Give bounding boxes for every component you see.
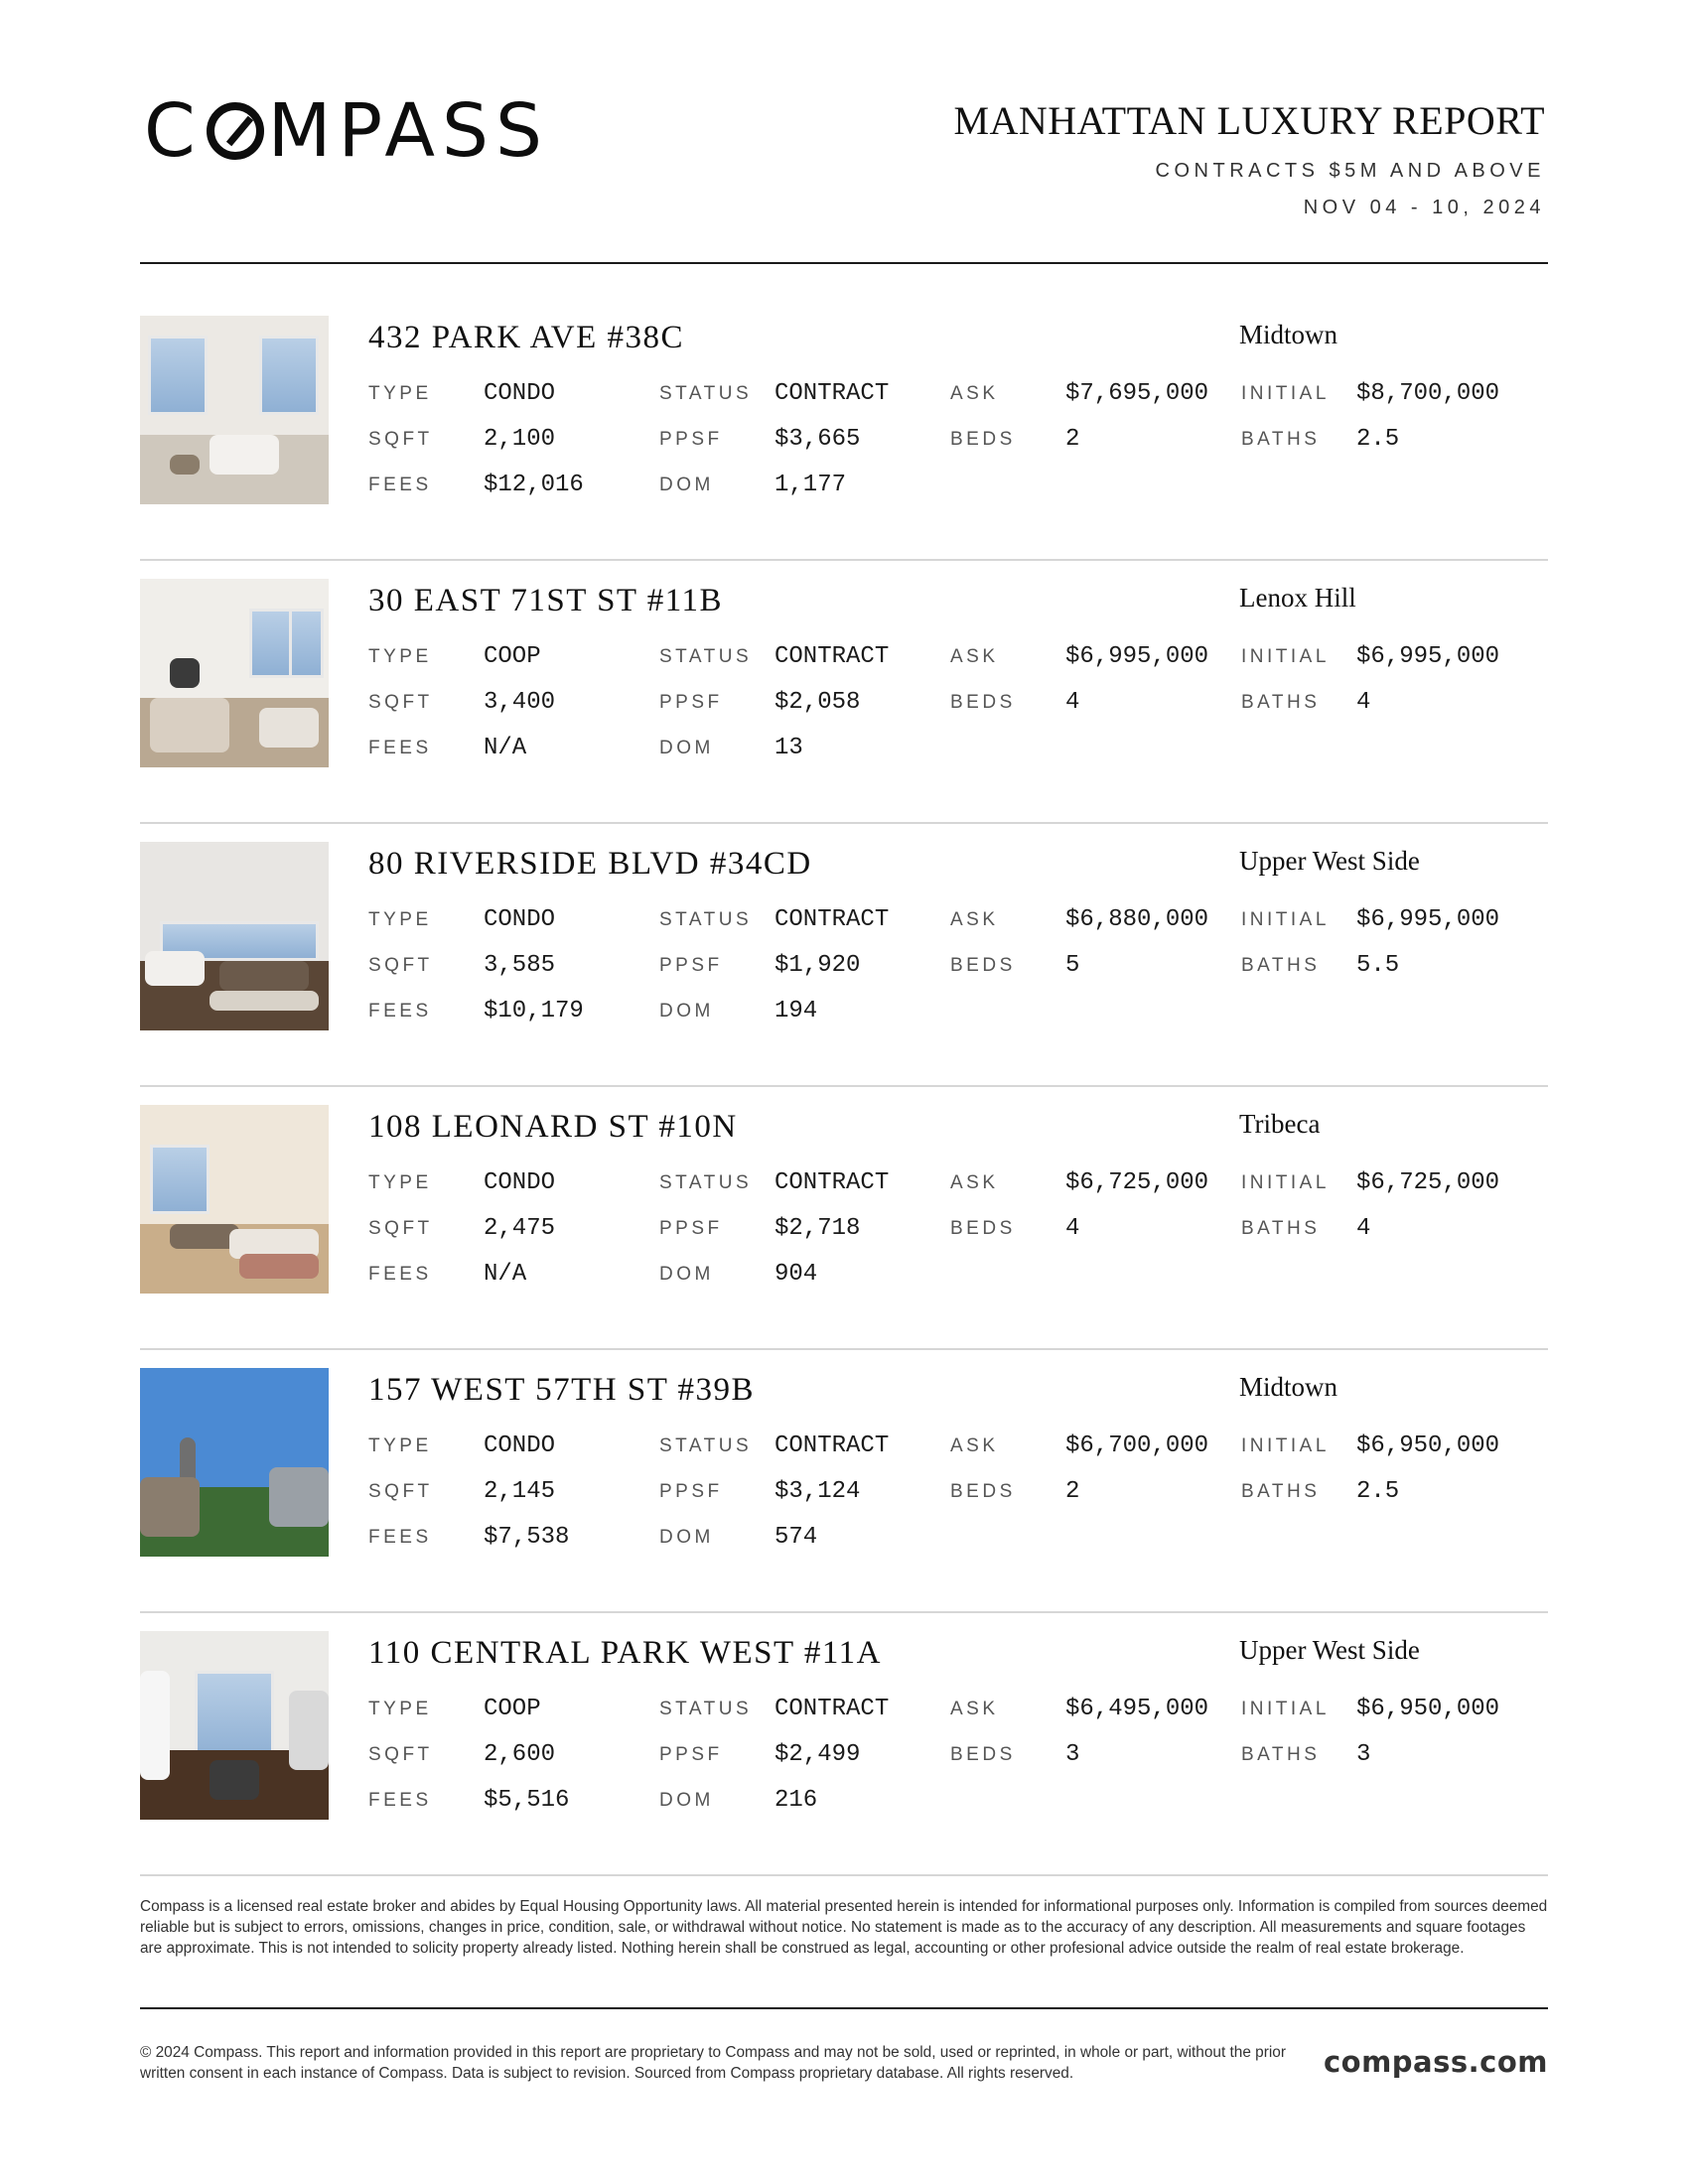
detail-row bbox=[368, 1169, 1560, 1199]
detail-row bbox=[368, 1478, 1560, 1508]
dom-value: 194 bbox=[774, 998, 818, 1024]
detail-row bbox=[368, 1524, 1560, 1554]
type-value: COOP bbox=[484, 1696, 541, 1722]
ask-label: ASK bbox=[950, 909, 999, 930]
fees-label: FEES bbox=[368, 1527, 432, 1548]
status-value: CONTRACT bbox=[774, 1696, 890, 1722]
baths-label: BATHS bbox=[1241, 1218, 1321, 1239]
listing-neighborhood: Tribeca bbox=[1239, 1109, 1321, 1139]
status-value: CONTRACT bbox=[774, 1433, 890, 1459]
sqft-value: 2,145 bbox=[484, 1478, 556, 1505]
detail-row bbox=[368, 1261, 1560, 1291]
ask-label: ASK bbox=[950, 383, 999, 404]
type-label: TYPE bbox=[368, 1435, 432, 1456]
sqft-label: SQFT bbox=[368, 692, 433, 713]
dom-label: DOM bbox=[659, 1790, 714, 1811]
type-label: TYPE bbox=[368, 383, 432, 404]
listing-neighborhood: Lenox Hill bbox=[1239, 583, 1356, 613]
detail-row bbox=[368, 472, 1560, 501]
listing-photo[interactable] bbox=[140, 1631, 329, 1820]
listing-row[interactable] bbox=[140, 1087, 1548, 1350]
initial-label: INITIAL bbox=[1241, 1699, 1330, 1719]
fees-label: FEES bbox=[368, 1790, 432, 1811]
detail-row bbox=[368, 998, 1560, 1027]
status-value: CONTRACT bbox=[774, 380, 890, 407]
beds-label: BEDS bbox=[950, 1481, 1016, 1502]
dom-label: DOM bbox=[659, 738, 714, 758]
beds-label: BEDS bbox=[950, 692, 1016, 713]
ask-value: $6,995,000 bbox=[1065, 643, 1209, 670]
ppsf-value: $3,665 bbox=[774, 426, 861, 453]
logo-text-before: C bbox=[144, 88, 203, 174]
report-header bbox=[953, 97, 1545, 219]
sqft-label: SQFT bbox=[368, 1481, 433, 1502]
dom-value: 904 bbox=[774, 1261, 818, 1288]
compass-o-logo-icon bbox=[207, 102, 264, 160]
sqft-value: 2,100 bbox=[484, 426, 556, 453]
baths-label: BATHS bbox=[1241, 1744, 1321, 1765]
logo-text-after: MPASS bbox=[267, 88, 549, 174]
ppsf-value: $2,499 bbox=[774, 1741, 861, 1768]
baths-label: BATHS bbox=[1241, 1481, 1321, 1502]
dom-label: DOM bbox=[659, 1001, 714, 1022]
detail-row bbox=[368, 689, 1560, 719]
ask-value: $6,495,000 bbox=[1065, 1696, 1209, 1722]
detail-row bbox=[368, 426, 1560, 456]
ppsf-value: $1,920 bbox=[774, 952, 861, 979]
beds-value: 5 bbox=[1065, 952, 1080, 979]
detail-row bbox=[368, 1787, 1560, 1817]
status-value: CONTRACT bbox=[774, 643, 890, 670]
detail-row bbox=[368, 380, 1560, 410]
fees-label: FEES bbox=[368, 1001, 432, 1022]
baths-value: 4 bbox=[1356, 1215, 1371, 1242]
type-value: CONDO bbox=[484, 906, 556, 933]
type-value: CONDO bbox=[484, 1169, 556, 1196]
initial-value: $6,950,000 bbox=[1356, 1433, 1500, 1459]
beds-value: 4 bbox=[1065, 689, 1080, 716]
baths-value: 2.5 bbox=[1356, 1478, 1400, 1505]
listing-photo[interactable] bbox=[140, 842, 329, 1030]
report-title: MANHATTAN LUXURY REPORT bbox=[953, 98, 1545, 143]
status-label: STATUS bbox=[659, 1435, 753, 1456]
listing-neighborhood: Upper West Side bbox=[1239, 1635, 1420, 1665]
initial-value: $6,950,000 bbox=[1356, 1696, 1500, 1722]
listing-address[interactable]: 30 EAST 71ST ST #11B bbox=[368, 583, 724, 618]
listing-address[interactable]: 432 PARK AVE #38C bbox=[368, 320, 685, 355]
listing-row[interactable] bbox=[140, 561, 1548, 824]
type-value: COOP bbox=[484, 643, 541, 670]
initial-label: INITIAL bbox=[1241, 1172, 1330, 1193]
sqft-label: SQFT bbox=[368, 955, 433, 976]
initial-label: INITIAL bbox=[1241, 646, 1330, 667]
baths-value: 4 bbox=[1356, 689, 1371, 716]
disclaimer-text: Compass is a licensed real estate broker and abides by Equal Housing Opportunity laws. All material presented herein is intended for informational purposes only. Information is compiled from sources deemed reliable but is subject to errors, omissions, changes in price, condition, sale, or withdrawal without notice. No statement is made as to the accuracy of any description. All measurements and square footages are approximate. This is not intended to solicity property already listed. Nothing herein shall be construed as legal, accounting or other profesional advice outside the realm of real estate brokerage. bbox=[140, 1898, 1548, 1957]
type-label: TYPE bbox=[368, 1172, 432, 1193]
sqft-value: 2,475 bbox=[484, 1215, 556, 1242]
fees-label: FEES bbox=[368, 475, 432, 495]
listings-list bbox=[140, 298, 1548, 1876]
status-label: STATUS bbox=[659, 646, 753, 667]
ppsf-value: $2,718 bbox=[774, 1215, 861, 1242]
compass-logo bbox=[144, 88, 549, 174]
detail-row bbox=[368, 1696, 1560, 1725]
report-date-range: NOV 04 - 10, 2024 bbox=[1303, 197, 1545, 218]
report-subtitle: CONTRACTS $5M AND ABOVE bbox=[1155, 160, 1545, 182]
ask-label: ASK bbox=[950, 1435, 999, 1456]
status-value: CONTRACT bbox=[774, 1169, 890, 1196]
ask-value: $7,695,000 bbox=[1065, 380, 1209, 407]
dom-value: 216 bbox=[774, 1787, 818, 1814]
website-link[interactable]: compass.com bbox=[1323, 2045, 1548, 2079]
dom-value: 574 bbox=[774, 1524, 818, 1551]
initial-value: $6,725,000 bbox=[1356, 1169, 1500, 1196]
listing-address[interactable]: 108 LEONARD ST #10N bbox=[368, 1109, 738, 1145]
ppsf-label: PPSF bbox=[659, 1744, 723, 1765]
status-label: STATUS bbox=[659, 1699, 753, 1719]
detail-row bbox=[368, 735, 1560, 764]
sqft-value: 3,400 bbox=[484, 689, 556, 716]
sqft-label: SQFT bbox=[368, 1744, 433, 1765]
listing-row[interactable] bbox=[140, 1613, 1548, 1876]
type-value: CONDO bbox=[484, 380, 556, 407]
beds-label: BEDS bbox=[950, 955, 1016, 976]
beds-value: 2 bbox=[1065, 1478, 1080, 1505]
type-label: TYPE bbox=[368, 1699, 432, 1719]
ppsf-label: PPSF bbox=[659, 955, 723, 976]
baths-label: BATHS bbox=[1241, 429, 1321, 450]
header-divider bbox=[140, 262, 1548, 264]
listing-neighborhood: Midtown bbox=[1239, 320, 1338, 349]
ask-label: ASK bbox=[950, 646, 999, 667]
beds-value: 2 bbox=[1065, 426, 1080, 453]
ppsf-label: PPSF bbox=[659, 429, 723, 450]
beds-value: 4 bbox=[1065, 1215, 1080, 1242]
initial-label: INITIAL bbox=[1241, 909, 1330, 930]
ppsf-value: $3,124 bbox=[774, 1478, 861, 1505]
ask-value: $6,880,000 bbox=[1065, 906, 1209, 933]
footer-divider bbox=[140, 2007, 1548, 2009]
beds-label: BEDS bbox=[950, 1744, 1016, 1765]
status-label: STATUS bbox=[659, 383, 753, 404]
fees-value: $10,179 bbox=[484, 998, 584, 1024]
fees-value: $5,516 bbox=[484, 1787, 570, 1814]
baths-value: 2.5 bbox=[1356, 426, 1400, 453]
initial-value: $6,995,000 bbox=[1356, 906, 1500, 933]
detail-row bbox=[368, 952, 1560, 982]
sqft-label: SQFT bbox=[368, 429, 433, 450]
ppsf-label: PPSF bbox=[659, 1481, 723, 1502]
listing-photo[interactable] bbox=[140, 579, 329, 767]
status-label: STATUS bbox=[659, 1172, 753, 1193]
dom-label: DOM bbox=[659, 475, 714, 495]
dom-value: 1,177 bbox=[774, 472, 847, 498]
status-label: STATUS bbox=[659, 909, 753, 930]
listing-address[interactable]: 157 WEST 57TH ST #39B bbox=[368, 1372, 756, 1408]
type-label: TYPE bbox=[368, 909, 432, 930]
initial-value: $8,700,000 bbox=[1356, 380, 1500, 407]
ppsf-label: PPSF bbox=[659, 692, 723, 713]
initial-value: $6,995,000 bbox=[1356, 643, 1500, 670]
fees-label: FEES bbox=[368, 1264, 432, 1285]
dom-value: 13 bbox=[774, 735, 803, 761]
ppsf-value: $2,058 bbox=[774, 689, 861, 716]
fees-value: N/A bbox=[484, 1261, 527, 1288]
fees-value: $12,016 bbox=[484, 472, 584, 498]
listing-address[interactable]: 110 CENTRAL PARK WEST #11A bbox=[368, 1635, 882, 1671]
beds-value: 3 bbox=[1065, 1741, 1080, 1768]
sqft-value: 3,585 bbox=[484, 952, 556, 979]
detail-row bbox=[368, 1215, 1560, 1245]
detail-row bbox=[368, 906, 1560, 936]
fees-label: FEES bbox=[368, 738, 432, 758]
beds-label: BEDS bbox=[950, 429, 1016, 450]
ask-value: $6,700,000 bbox=[1065, 1433, 1209, 1459]
ask-label: ASK bbox=[950, 1172, 999, 1193]
detail-row bbox=[368, 1433, 1560, 1462]
listing-address[interactable]: 80 RIVERSIDE BLVD #34CD bbox=[368, 846, 812, 882]
ask-label: ASK bbox=[950, 1699, 999, 1719]
listing-photo[interactable] bbox=[140, 316, 329, 504]
baths-label: BATHS bbox=[1241, 692, 1321, 713]
status-value: CONTRACT bbox=[774, 906, 890, 933]
copyright-text: © 2024 Compass. This report and information provided in this report are proprietary to Compass and may not be sold, used or reprinted, in whole or part, without the prior written consent in each instance of Compass. Data is subject to revision. Sourced from Compass proprietary database. All rights reserved. bbox=[140, 2044, 1286, 2082]
type-value: CONDO bbox=[484, 1433, 556, 1459]
listing-neighborhood: Midtown bbox=[1239, 1372, 1338, 1402]
initial-label: INITIAL bbox=[1241, 1435, 1330, 1456]
initial-label: INITIAL bbox=[1241, 383, 1330, 404]
listing-photo[interactable] bbox=[140, 1368, 329, 1557]
fees-value: N/A bbox=[484, 735, 527, 761]
baths-value: 3 bbox=[1356, 1741, 1371, 1768]
baths-label: BATHS bbox=[1241, 955, 1321, 976]
sqft-value: 2,600 bbox=[484, 1741, 556, 1768]
detail-row bbox=[368, 643, 1560, 673]
listing-photo[interactable] bbox=[140, 1105, 329, 1294]
baths-value: 5.5 bbox=[1356, 952, 1400, 979]
listing-row[interactable] bbox=[140, 824, 1548, 1087]
fees-value: $7,538 bbox=[484, 1524, 570, 1551]
listing-row[interactable] bbox=[140, 1350, 1548, 1613]
ppsf-label: PPSF bbox=[659, 1218, 723, 1239]
type-label: TYPE bbox=[368, 646, 432, 667]
beds-label: BEDS bbox=[950, 1218, 1016, 1239]
dom-label: DOM bbox=[659, 1527, 714, 1548]
dom-label: DOM bbox=[659, 1264, 714, 1285]
detail-row bbox=[368, 1741, 1560, 1771]
sqft-label: SQFT bbox=[368, 1218, 433, 1239]
listing-neighborhood: Upper West Side bbox=[1239, 846, 1420, 876]
listing-row[interactable] bbox=[140, 298, 1548, 561]
ask-value: $6,725,000 bbox=[1065, 1169, 1209, 1196]
